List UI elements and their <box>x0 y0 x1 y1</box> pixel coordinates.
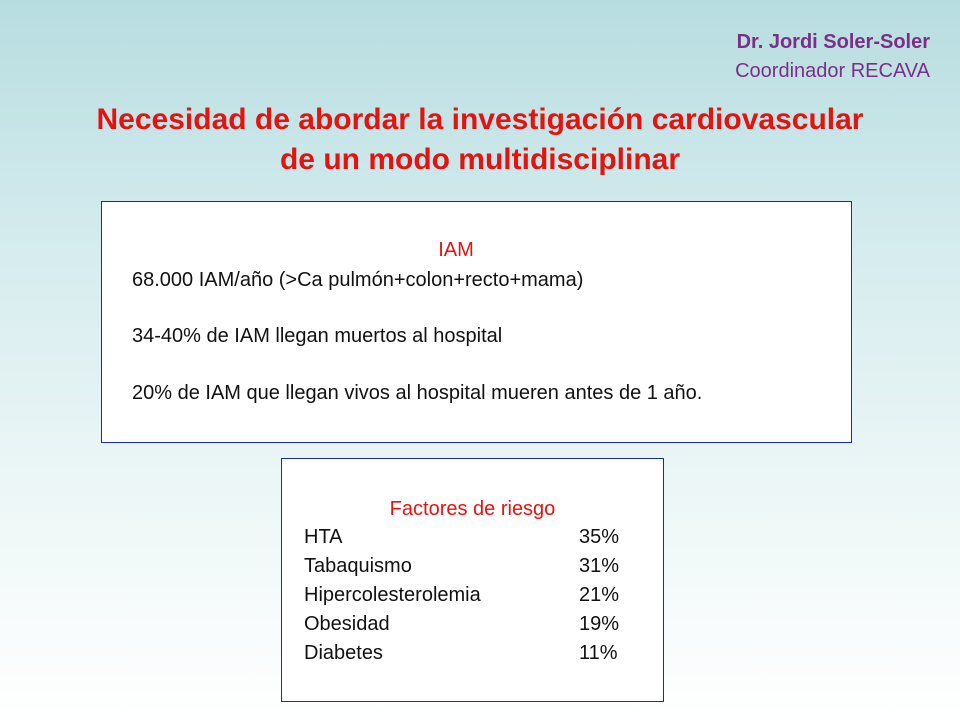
risk-value: 31% <box>579 555 620 577</box>
risk-value: 21% <box>579 584 620 606</box>
author-block <box>735 28 930 86</box>
author-role: Coordinador RECAVA <box>735 60 930 82</box>
risk-factors-box <box>281 458 664 702</box>
risk-value: 35% <box>579 526 620 548</box>
author-name: Dr. Jordi Soler-Soler <box>736 31 930 53</box>
risk-row-diabetes <box>304 642 634 672</box>
risk-value: 11% <box>579 642 618 664</box>
title-line-2: de un modo multidisciplinar <box>279 143 681 176</box>
slide-title <box>0 100 960 180</box>
iam-heading: IAM <box>438 239 474 261</box>
risk-row-tabaquismo <box>304 555 634 585</box>
risk-factors-heading: Factores de riesgo <box>389 498 556 520</box>
iam-line-2: 34-40% de IAM llegan muertos al hospital <box>132 325 503 347</box>
iam-line-1: 68.000 IAM/año (>Ca pulmón+colon+recto+mama) <box>132 269 584 291</box>
risk-label: Hipercolesterolemia <box>304 584 481 606</box>
iam-line-3: 20% de IAM que llegan vivos al hospital mueren antes de 1 año. <box>132 382 703 404</box>
risk-label: Tabaquismo <box>304 555 412 577</box>
risk-label: Diabetes <box>304 642 383 664</box>
iam-box <box>101 201 852 443</box>
risk-label: HTA <box>304 526 343 548</box>
title-line-1: Necesidad de abordar la investigación cardiovascular <box>96 103 864 136</box>
risk-row-hipercolesterolemia <box>304 584 634 614</box>
risk-value: 19% <box>579 613 620 635</box>
risk-row-hta <box>304 526 634 556</box>
risk-row-obesidad <box>304 613 634 643</box>
risk-label: Obesidad <box>304 613 390 635</box>
